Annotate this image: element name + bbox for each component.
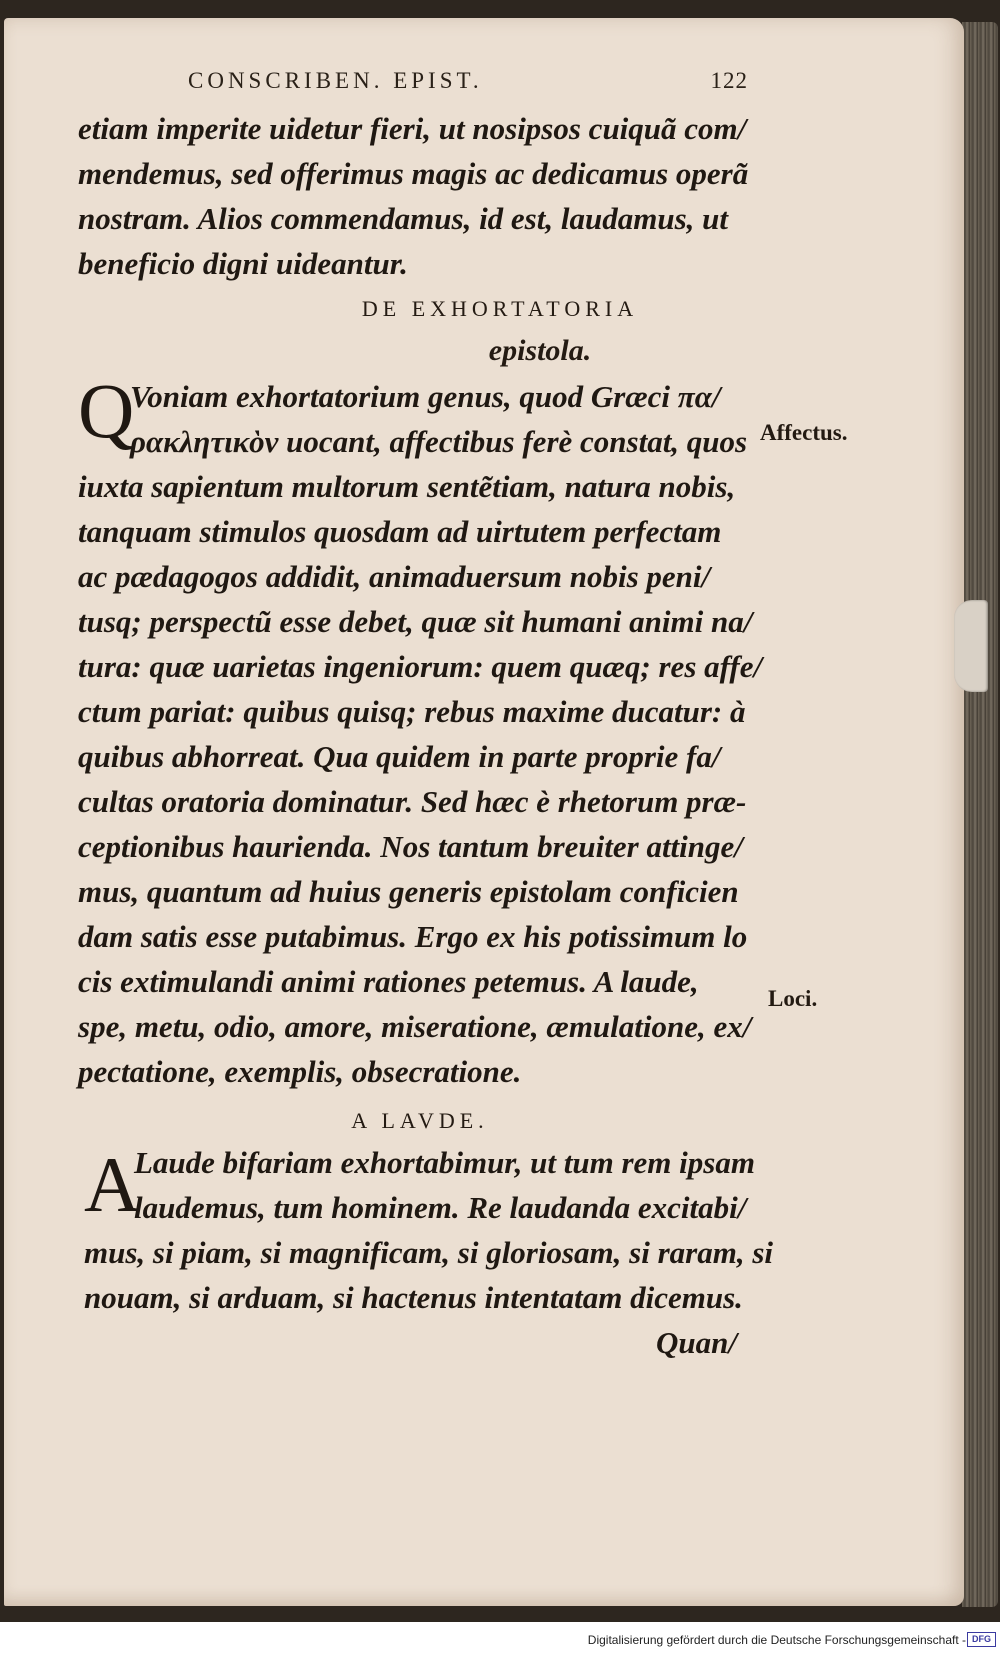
paragraph-3 [84,1230,774,1320]
text-line: mus, quantum ad huius generis epistolam conficien [78,874,739,909]
text-line: Laude bifariam exhortabimur, ut tum rem ipsam [134,1145,755,1180]
text-line: ac pædagogos addidit, animaduersum nobis peni/ [78,559,711,594]
text-line: tanquam stimulos quosdam ad uirtutem perfectam [78,514,722,549]
running-header [188,68,748,94]
section-heading-a-laude: A LAVDE. [351,1108,489,1133]
book-edge [962,22,998,1607]
section-subheading: epistola. [488,334,592,367]
text-line: beneficio digni uideantur. [78,246,408,281]
text-line: dam satis esse putabimus. Ergo ex his potissimum lo [78,919,748,954]
dfg-logo: DFG [967,1632,996,1647]
text-line: tusq; perspectũ esse debet, quæ sit humani animi na/ [78,604,753,639]
drop-cap: A [84,1141,141,1228]
catchword: Quan/ [656,1325,737,1360]
text-line: mendemus, sed offerimus magis ac dedicamus operã [78,156,749,191]
text-line: quibus abhorreat. Qua quidem in parte proprie fa/ [78,739,721,774]
section-heading-exhortatoria: DE EXHORTATORIA [361,296,639,321]
text-line: pectatione, exemplis, obsecratione. [78,1054,522,1089]
paragraph-3-lead [134,1140,754,1230]
text-line: cultas oratoria dominatur. Sed hæc è rhetorum præ- [78,784,747,819]
text-line: cis extimulandi animi rationes petemus. A laude, [78,964,699,999]
text-line: Voniam exhortatorium genus, quod Græci πα/ [130,379,721,414]
text-line: nostram. Alios commendamus, id est, laudamus, ut [78,201,728,236]
paragraph-1 [78,106,758,286]
drop-cap: Q [78,367,135,454]
text-line: tura: quæ uarietas ingeniorum: quem quæq; res affe/ [78,649,763,684]
paragraph-2-lead [130,374,750,464]
footer-bar [0,1622,1000,1653]
text-line: mus, si piam, si magnificam, si gloriosam, si raram, si [84,1235,774,1270]
text-line: spe, metu, odio, amore, miseratione, æmulatione, ex/ [78,1009,752,1044]
text-line: ctum pariat: quibus quisq; rebus maxime ducatur: à [78,694,746,729]
text-line: nouam, si arduam, si hactenus intentatam dicemus. [84,1280,743,1315]
running-title: CONSCRIBEN. EPIST. [188,68,483,93]
text-line: iuxta sapientum multorum sentẽtiam, natura nobis, [78,469,736,504]
text-line: ρακλητικὸν uocant, affectibus ferè constat, quos [130,424,748,459]
text-line: etiam imperite uidetur fieri, ut nosipsos cuiquã com/ [78,111,747,146]
page-number: 122 [710,68,748,93]
funding-credit: Digitalisierung gefördert durch die Deutsche Forschungsgemeinschaft - [587,1633,966,1647]
page-tab [954,600,988,692]
margin-note-loci: Loci. [768,986,818,1011]
paragraph-2 [78,464,763,1094]
margin-note-affectus: Affectus. [760,420,848,445]
text-line: ceptionibus haurienda. Nos tantum breuiter attinge/ [78,829,743,864]
text-line: laudemus, tum hominem. Re laudanda excitabi/ [134,1190,747,1225]
